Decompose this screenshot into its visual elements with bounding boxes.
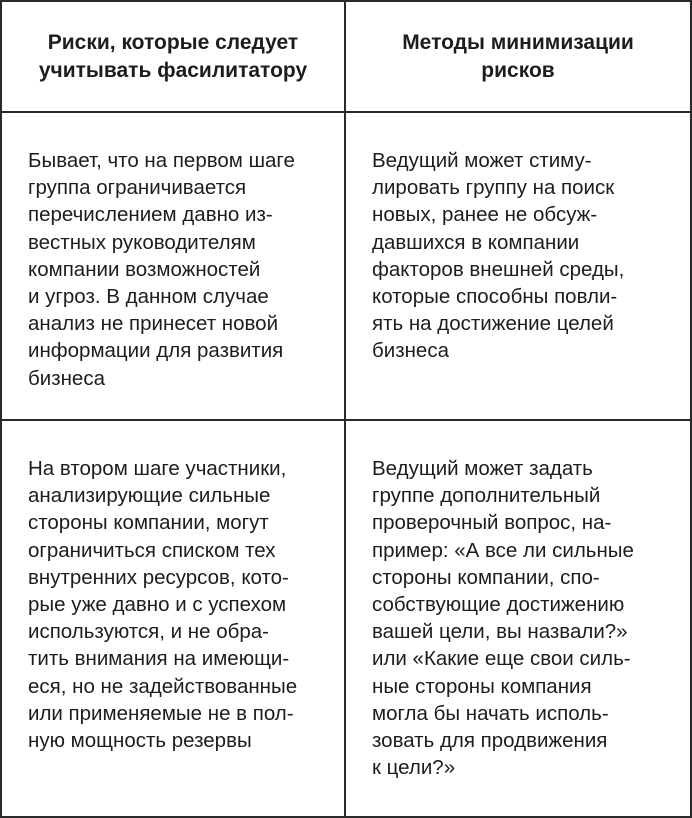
text-line: анализирующие сильные bbox=[28, 484, 271, 508]
text-line: могла бы начать исполь- bbox=[372, 701, 609, 725]
text-line: собствующие достижению bbox=[372, 593, 625, 617]
text-line: вестных руководителям bbox=[28, 230, 256, 254]
text-line: внутренних ресурсов, кото- bbox=[28, 565, 289, 589]
text-line: лировать группу на поиск bbox=[372, 176, 615, 200]
text-line: ные стороны компания bbox=[372, 674, 592, 698]
text-line: вашей цели, вы назвали?» bbox=[372, 620, 628, 644]
text-line: бизнеса bbox=[28, 366, 105, 390]
text-line: ную мощность резервы bbox=[28, 729, 252, 753]
text-line: группе дополнительный bbox=[372, 484, 601, 508]
header-risks-line: Риски, которые следует bbox=[47, 30, 299, 54]
row1-method-text bbox=[372, 113, 676, 365]
row1-method-cell bbox=[346, 113, 692, 421]
text-line: проверочный вопрос, на- bbox=[372, 511, 612, 535]
row1-risk-text bbox=[28, 113, 330, 392]
text-line: информации для развития bbox=[28, 339, 284, 363]
text-line: факторов внешней среды, bbox=[372, 257, 625, 281]
text-line: На втором шаге участники, bbox=[28, 457, 287, 480]
text-line: анализ не принесет новой bbox=[28, 312, 279, 336]
row2-method-cell bbox=[346, 421, 692, 818]
text-line: используются, и не обра- bbox=[28, 620, 269, 644]
header-risks bbox=[0, 0, 346, 113]
row2-method-text bbox=[372, 421, 676, 781]
text-line: новых, ранее не обсуж- bbox=[372, 203, 598, 227]
text-line: зовать для продвижения bbox=[372, 729, 608, 753]
text-line: или применяемые не в пол- bbox=[28, 701, 294, 725]
text-line: бизнеса bbox=[372, 339, 449, 363]
header-methods-line: рисков bbox=[481, 58, 555, 82]
row2-risk-cell bbox=[0, 421, 346, 818]
text-line: которые способны повли- bbox=[372, 285, 618, 309]
header-methods bbox=[346, 0, 692, 113]
text-line: ограничиться списком тех bbox=[28, 538, 276, 562]
text-line: ять на достижение целей bbox=[372, 312, 614, 336]
text-line: группа ограничивается bbox=[28, 176, 247, 200]
text-line: давшихся в компании bbox=[372, 230, 580, 254]
header-methods-line: Методы минимизации bbox=[402, 30, 634, 54]
text-line: стороны компании, могут bbox=[28, 511, 269, 535]
text-line: Ведущий может стиму- bbox=[372, 149, 592, 172]
header-risks-line: учитывать фасилитатору bbox=[38, 58, 308, 82]
row2-risk-text bbox=[28, 421, 330, 754]
text-line: пример: «А все ли сильные bbox=[372, 538, 634, 562]
text-line: рые уже давно и с успехом bbox=[28, 593, 287, 617]
text-line: еся, но не задействованные bbox=[28, 674, 298, 698]
text-line: или «Какие еще свои силь- bbox=[372, 647, 631, 671]
text-line: компании возможностей bbox=[28, 257, 261, 281]
text-line: перечислением давно из- bbox=[28, 203, 273, 227]
row1-risk-cell bbox=[0, 113, 346, 421]
text-line: Ведущий может задать bbox=[372, 457, 593, 480]
text-line: тить внимания на имеющи- bbox=[28, 647, 290, 671]
text-line: и угроз. В данном случае bbox=[28, 285, 269, 309]
text-line: Бывает, что на первом шаге bbox=[28, 149, 295, 172]
text-line: к цели?» bbox=[372, 756, 456, 780]
text-line: стороны компании, спо- bbox=[372, 565, 600, 589]
